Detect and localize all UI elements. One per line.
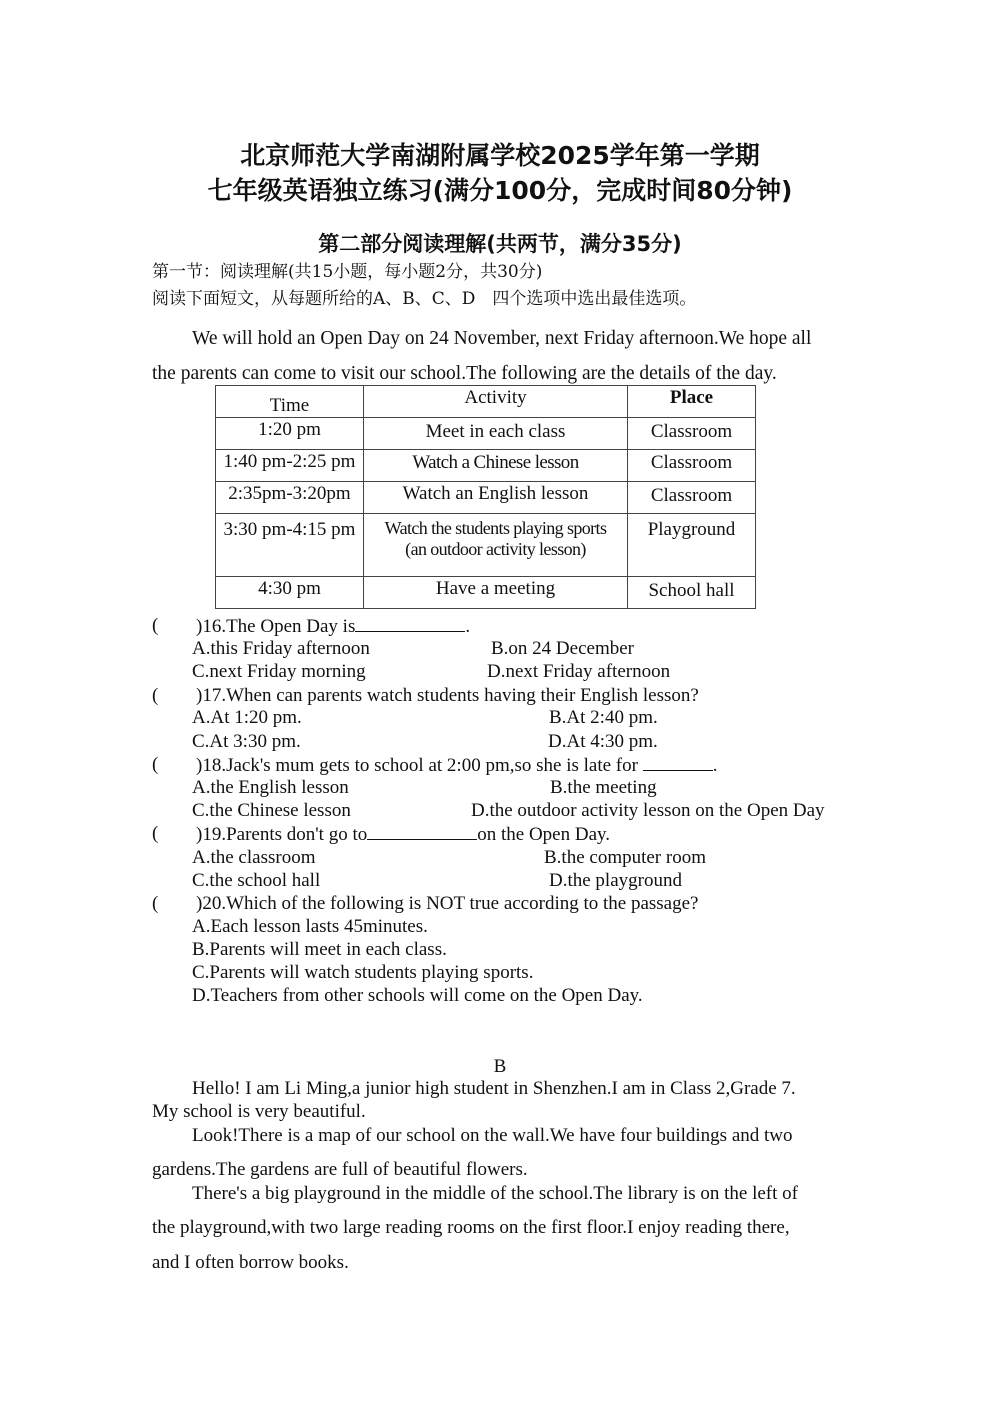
question-stem: )20.Which of the following is NOT true according to the passage? bbox=[196, 893, 699, 914]
option-a[interactable]: A.the English lesson bbox=[192, 777, 349, 798]
question-stem bbox=[196, 823, 610, 846]
row-activity-line-1: Watch the students playing sports bbox=[384, 518, 607, 538]
passage-b-line: gardens.The gardens are full of beautiful flowers. bbox=[152, 1159, 528, 1180]
instruction-text: 阅读下面短文，从每题所给的A、B、C、D 四个选项中选出最佳选项。 bbox=[152, 289, 697, 309]
answer-bracket[interactable]: ( bbox=[152, 754, 159, 775]
table-row bbox=[216, 482, 756, 514]
stem-text-end: . bbox=[712, 755, 718, 776]
header-activity: Activity bbox=[364, 386, 628, 418]
stem-text-end: . bbox=[465, 616, 471, 637]
table-row bbox=[216, 577, 756, 609]
option-b[interactable]: B.At 2:40 pm. bbox=[549, 707, 658, 728]
option-b[interactable]: B.on 24 December bbox=[491, 638, 634, 659]
passage-b-line: Hello! I am Li Ming,a junior high student in Shenzhen.I am in Class 2,Grade 7. bbox=[192, 1078, 796, 1099]
schedule-table bbox=[215, 385, 756, 609]
answer-bracket[interactable]: ( bbox=[152, 615, 159, 636]
row-activity-line-2: (an outdoor activity lesson) bbox=[405, 539, 586, 559]
header-place: Place bbox=[628, 386, 756, 418]
stem-text: )19.Parents don't go to bbox=[196, 824, 368, 845]
exam-title: 北京师范大学南湖附属学校2025学年第一学期 bbox=[240, 141, 760, 170]
stem-text-end: on the Open Day. bbox=[477, 824, 611, 845]
part-title: 第二部分阅读理解(共两节，满分35分) bbox=[318, 232, 682, 256]
stem-text: )18.Jack's mum gets to school at 2:00 pm,so she is late for bbox=[196, 755, 643, 776]
option-c[interactable]: C.the school hall bbox=[192, 870, 321, 891]
passage-b-line: the playground,with two large reading rooms on the first floor.I enjoy reading there, bbox=[152, 1217, 790, 1238]
option-a[interactable]: A.the classroom bbox=[192, 847, 316, 868]
passage-b-line: and I often borrow books. bbox=[152, 1252, 349, 1273]
table-row bbox=[216, 450, 756, 482]
header-time: Time bbox=[216, 386, 364, 418]
passage-a-line-1: We will hold an Open Day on 24 November, next Friday afternoon.We hope all bbox=[192, 328, 812, 349]
row-place: School hall bbox=[628, 577, 756, 609]
question-stem bbox=[196, 754, 717, 777]
answer-bracket[interactable]: ( bbox=[152, 685, 159, 706]
row-activity: Watch an English lesson bbox=[364, 482, 628, 514]
option-d[interactable]: D.the outdoor activity lesson on the Open Day bbox=[471, 800, 825, 821]
option-c[interactable]: C.next Friday morning bbox=[192, 661, 366, 682]
row-place: Classroom bbox=[628, 482, 756, 514]
option-c[interactable]: C.the Chinese lesson bbox=[192, 800, 351, 821]
row-place: Classroom bbox=[628, 418, 756, 450]
exam-subtitle: 七年级英语独立练习(满分100分，完成时间80分钟) bbox=[207, 176, 793, 205]
answer-blank bbox=[367, 823, 477, 840]
table-row bbox=[216, 418, 756, 450]
stem-text: )16.The Open Day is bbox=[196, 616, 356, 637]
passage-b-line: My school is very beautiful. bbox=[152, 1101, 366, 1122]
option-b[interactable]: B.the meeting bbox=[550, 777, 657, 798]
section-title: 第一节：阅读理解(共15小题，每小题2分，共30分) bbox=[152, 262, 543, 282]
question-stem bbox=[196, 615, 470, 638]
option-b[interactable]: B.Parents will meet in each class. bbox=[192, 939, 447, 960]
option-d[interactable]: D.At 4:30 pm. bbox=[548, 731, 658, 752]
answer-bracket[interactable]: ( bbox=[152, 893, 159, 914]
table-row bbox=[216, 514, 756, 577]
row-activity bbox=[364, 514, 628, 577]
option-d[interactable]: D.Teachers from other schools will come on the Open Day. bbox=[192, 985, 643, 1006]
option-c[interactable]: C.Parents will watch students playing sports. bbox=[192, 962, 534, 983]
row-activity: Have a meeting bbox=[364, 577, 628, 609]
option-a[interactable]: A.Each lesson lasts 45minutes. bbox=[192, 916, 428, 937]
row-time: 1:40 pm-2:25 pm bbox=[216, 450, 364, 482]
option-d[interactable]: D.next Friday afternoon bbox=[487, 661, 671, 682]
passage-b-label: B bbox=[493, 1056, 507, 1077]
row-time: 1:20 pm bbox=[216, 418, 364, 450]
answer-blank bbox=[643, 754, 713, 771]
option-a[interactable]: A.this Friday afternoon bbox=[192, 638, 370, 659]
row-time: 4:30 pm bbox=[216, 577, 364, 609]
row-place: Classroom bbox=[628, 450, 756, 482]
option-d[interactable]: D.the playground bbox=[549, 870, 682, 891]
option-a[interactable]: A.At 1:20 pm. bbox=[192, 707, 302, 728]
table-header-row bbox=[216, 386, 756, 418]
passage-b-line: Look!There is a map of our school on the wall.We have four buildings and two bbox=[192, 1125, 793, 1146]
passage-b-line: There's a big playground in the middle of the school.The library is on the left of bbox=[192, 1183, 798, 1204]
answer-bracket[interactable]: ( bbox=[152, 823, 159, 844]
row-time: 3:30 pm-4:15 pm bbox=[216, 514, 364, 577]
option-c[interactable]: C.At 3:30 pm. bbox=[192, 731, 301, 752]
row-time: 2:35pm-3:20pm bbox=[216, 482, 364, 514]
row-activity: Watch a Chinese lesson bbox=[364, 450, 628, 482]
question-stem: )17.When can parents watch students having their English lesson? bbox=[196, 685, 699, 706]
option-b[interactable]: B.the computer room bbox=[544, 847, 706, 868]
row-activity: Meet in each class bbox=[364, 418, 628, 450]
row-place: Playground bbox=[628, 514, 756, 577]
answer-blank bbox=[355, 615, 465, 632]
passage-a-line-2: the parents can come to visit our school.The following are the details of the day. bbox=[152, 363, 777, 384]
